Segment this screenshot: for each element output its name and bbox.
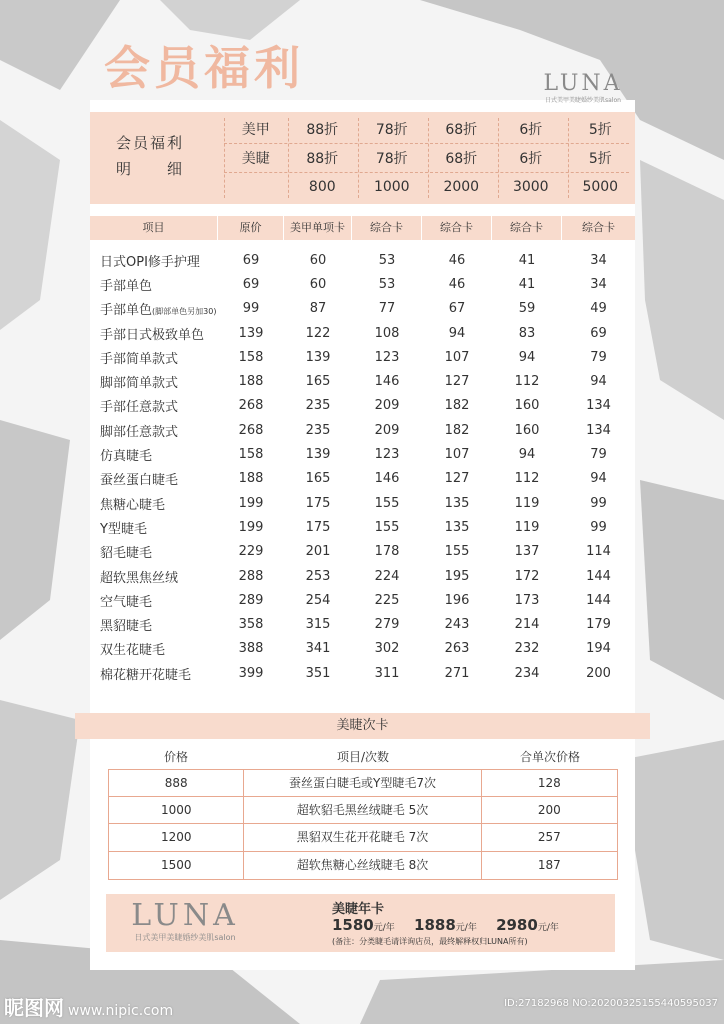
header-nail-card: 美甲单项卡 [284,216,352,240]
price-cell: 195 [444,568,470,584]
price-cell: 188 [238,374,264,390]
watermark-site: 昵图网 [4,996,64,1020]
brand-logo-bottom [120,900,250,943]
annual-memo: (备注：分类睫毛请详询店员，最终解释权归LUNA所有) [332,937,528,946]
annual-prices [332,916,573,934]
price-cell: 60 [309,276,327,292]
price-cell: 144 [586,592,611,608]
price-cell: 209 [374,398,400,414]
price-cell: 127 [444,471,470,487]
annual-price: 1888 [414,916,456,934]
brand-logo-top [542,72,624,106]
price-cell: 123 [374,447,400,463]
item-name-text: Y型睫毛 [100,521,147,537]
amount-cell: 800 [308,179,336,195]
price-cell: 268 [238,398,264,414]
price-cell: 99 [242,301,260,317]
item-name-text: 空气睫毛 [100,594,153,610]
row-item-name [90,324,218,343]
lash-card-row [109,797,617,824]
watermark-left [4,992,173,1021]
member-benefits-label [116,130,184,182]
price-cell: 232 [514,641,540,657]
lash-item-cell: 超软貂毛黑丝绒睫毛 5次 [244,797,481,823]
annual-price: 2980 [496,916,538,934]
watermark-url: www.nipic.com [68,1003,174,1019]
table-row [90,272,635,296]
price-cell: 144 [586,568,611,584]
price-cell: 114 [586,544,611,560]
table-row [90,661,635,685]
item-name-text: 貂毛睫毛 [100,546,153,562]
price-cell: 94 [590,374,607,390]
lash-header-unit-price: 合单次价格 [519,749,580,764]
row-item-name [90,421,218,440]
discount-cell: 88折 [306,122,339,138]
row-item-name [90,251,218,270]
item-name-text: 超软黑焦丝绒 [100,570,179,586]
item-name-text: 手部任意款式 [100,400,179,416]
price-cell: 67 [448,301,466,317]
table-row [90,515,635,539]
price-cell: 289 [238,592,264,608]
price-cell: 235 [305,422,331,438]
price-cell: 196 [444,592,470,608]
price-cell: 34 [590,252,607,268]
price-cell: 351 [305,665,331,681]
price-cell: 182 [444,398,470,414]
price-cell: 234 [514,665,540,681]
row-item-name [90,372,218,391]
amount-cell: 2000 [443,179,480,195]
annual-unit: 元/年 [373,923,395,933]
item-name-text: 棉花糖开花睫毛 [100,667,192,683]
price-cell: 139 [305,349,331,365]
price-cell: 302 [374,641,400,657]
header-item: 项目 [90,216,218,240]
price-cell: 94 [518,447,536,463]
price-cell: 254 [305,592,331,608]
price-cell: 46 [448,276,466,292]
price-cell: 146 [374,374,400,390]
price-cell: 188 [238,471,264,487]
price-cell: 135 [444,495,470,511]
price-cell: 108 [374,325,400,341]
price-cell: 134 [586,422,611,438]
price-cell: 201 [305,544,331,560]
price-cell: 199 [238,519,264,535]
price-cell: 253 [305,568,331,584]
table-row [90,588,635,612]
discount-cell: 78折 [375,122,408,138]
price-cell: 87 [309,301,327,317]
price-cell: 79 [590,349,607,365]
member-label-line1: 会员福利 [116,134,185,152]
item-note: (脚部单色另加30) [152,307,217,317]
price-cell: 135 [444,519,470,535]
amount-cell: 5000 [582,179,619,195]
price-cell: 225 [374,592,400,608]
lash-card-row [109,824,617,851]
price-cell: 137 [514,544,540,560]
price-cell: 122 [305,325,331,341]
row-item-name [90,494,218,513]
table-row [90,540,635,564]
lash-discount-row [224,143,635,173]
price-cell: 200 [586,665,611,681]
price-cell: 60 [309,252,327,268]
discount-cell: 68折 [445,151,478,167]
table-row [90,321,635,345]
header-combo-card: 综合卡 [422,216,492,240]
header-original-price: 原价 [218,216,284,240]
row-item-name [90,299,218,318]
price-cell: 268 [238,422,264,438]
price-cell: 146 [374,471,400,487]
lash-item-cell: 黑貂双生花开花睫毛 7次 [244,824,481,850]
price-cell: 311 [374,665,400,681]
lash-item-cell: 超软焦糖心丝绒睫毛 8次 [244,852,481,879]
lash-unit-price-cell: 128 [537,776,561,790]
table-row [90,345,635,369]
lash-header-item: 项目/次数 [336,749,390,764]
price-cell: 182 [444,422,470,438]
discount-cell: 6折 [519,122,543,138]
price-cell: 79 [590,447,607,463]
price-cell: 49 [590,301,607,317]
price-cell: 235 [305,398,331,414]
discount-cell: 68折 [445,122,478,138]
price-cell: 119 [514,495,540,511]
item-name-text: 双生花睫毛 [100,643,166,659]
amount-cell: 3000 [512,179,549,195]
row-item-name [90,639,218,658]
price-cell: 315 [305,617,331,633]
header-combo-card: 综合卡 [352,216,422,240]
price-cell: 34 [590,276,607,292]
row-item-name [90,591,218,610]
table-row [90,564,635,588]
price-cell: 388 [238,641,264,657]
price-cell: 94 [448,325,466,341]
lash-header-price: 价格 [163,749,188,764]
brand-name: LUNA [131,898,239,933]
price-cell: 194 [586,641,611,657]
price-cell: 53 [378,252,396,268]
price-cell: 112 [514,471,540,487]
row-item-name [90,542,218,561]
price-cell: 59 [518,301,536,317]
discount-cell: 6折 [519,151,543,167]
price-cell: 358 [238,617,264,633]
lash-unit-price-cell: 200 [537,803,561,818]
discount-cell: 5折 [588,151,612,167]
price-cell: 41 [518,252,536,268]
lash-unit-price-cell: 257 [537,830,561,845]
table-row [90,297,635,321]
price-cell: 214 [514,617,540,633]
lash-price-cell: 1500 [109,852,244,879]
price-cell: 229 [238,544,264,560]
price-cell: 155 [444,544,470,560]
price-cell: 69 [242,276,260,292]
item-name-text: 日式OPI修手护理 [100,254,200,270]
nail-discount-row [224,114,635,144]
brand-name: LUNA [543,71,623,96]
price-cell: 94 [590,471,607,487]
item-name-text: 脚部任意款式 [100,424,179,440]
table-row [90,442,635,466]
row-item-name [90,518,218,537]
watermark-id: ID:27182968 NO:20200325155440595037 [504,998,718,1009]
price-cell: 155 [374,519,400,535]
price-cell: 123 [374,349,400,365]
price-cell: 165 [305,471,331,487]
price-cell: 107 [444,447,470,463]
price-cell: 77 [378,301,396,317]
table-row [90,612,635,636]
price-cell: 139 [238,325,264,341]
table-row [90,369,635,393]
row-item-name [90,348,218,367]
lash-item-cell: 蚕丝蛋白睫毛或Y型睫毛7次 [244,770,481,796]
page-title: 会员福利 [104,41,304,95]
price-cell: 209 [374,422,400,438]
lash-card-section-title: 美睫次卡 [75,713,650,739]
item-name-text: 仿真睫毛 [100,449,153,465]
price-cell: 175 [305,495,331,511]
item-name-text: 脚部简单款式 [100,376,179,392]
price-cell: 112 [514,374,540,390]
price-cell: 165 [305,374,331,390]
item-name-text: 手部单色 [100,303,153,319]
price-cell: 139 [305,447,331,463]
price-cell: 341 [305,641,331,657]
discount-cell: 88折 [306,151,339,167]
item-name-text: 手部简单款式 [100,351,179,367]
price-cell: 94 [518,349,536,365]
discount-cell: 5折 [588,122,612,138]
price-cell: 158 [238,349,264,365]
price-cell: 179 [586,617,611,633]
price-cell: 155 [374,495,400,511]
lash-price-cell: 1000 [109,797,244,823]
table-row [90,394,635,418]
row-item-name [90,445,218,464]
price-cell: 127 [444,374,470,390]
price-cell: 178 [374,544,400,560]
lash-price-cell: 1200 [109,824,244,850]
table-row [90,248,635,272]
annual-unit: 元/年 [455,923,477,933]
item-name-text: 手部日式极致单色 [100,327,205,343]
table-row [90,418,635,442]
price-cell: 99 [590,495,607,511]
row-item-name [90,567,218,586]
price-cell: 134 [586,398,611,414]
table-row [90,491,635,515]
discount-cell: 78折 [375,151,408,167]
annual-card-title: 美睫年卡 [332,902,385,917]
row-item-name [90,664,218,683]
price-cell: 41 [518,276,536,292]
item-name-text: 黑貂睫毛 [100,619,153,635]
lash-card-row [109,852,617,879]
price-cell: 271 [444,665,470,681]
price-cell: 46 [448,252,466,268]
price-cell: 69 [590,325,607,341]
price-cell: 69 [242,252,260,268]
lash-card-table [108,769,618,880]
price-table-header [90,216,635,240]
item-name-text: 蚕丝蛋白睫毛 [100,473,179,489]
price-table-body [90,248,635,685]
brand-subtitle: 日式美甲美睫婚纱美肌salon [545,97,621,104]
row-item-name [90,615,218,634]
price-cell: 83 [518,325,536,341]
price-cell: 199 [238,495,264,511]
brand-subtitle: 日式美甲美睫婚纱美肌salon [134,933,236,942]
item-name-text: 焦糖心睫毛 [100,497,166,513]
amount-row [224,172,635,202]
price-cell: 224 [374,568,400,584]
annual-price: 1580 [332,916,374,934]
lash-price-cell: 888 [109,770,244,796]
annual-card-banner [106,894,615,952]
member-label-line2: 明 细 [116,160,185,178]
price-cell: 279 [374,617,400,633]
annual-unit: 元/年 [537,923,559,933]
price-cell: 172 [514,568,540,584]
price-cell: 160 [514,398,540,414]
header-combo-card: 综合卡 [492,216,562,240]
lash-card-header [108,744,618,768]
price-cell: 399 [238,665,264,681]
row-item-name [90,469,218,488]
nail-label: 美甲 [241,122,270,138]
item-name-text: 手部单色 [100,278,153,294]
row-item-name [90,396,218,415]
price-cell: 175 [305,519,331,535]
lash-card-row [109,770,617,797]
price-cell: 173 [514,592,540,608]
lash-label: 美睫 [241,151,270,167]
member-benefits-panel [90,112,635,204]
price-cell: 107 [444,349,470,365]
price-cell: 53 [378,276,396,292]
price-cell: 243 [444,617,470,633]
price-cell: 99 [590,519,607,535]
table-row [90,637,635,661]
row-item-name [90,275,218,294]
price-cell: 288 [238,568,264,584]
amount-cell: 1000 [373,179,410,195]
price-cell: 158 [238,447,264,463]
price-cell: 160 [514,422,540,438]
price-cell: 263 [444,641,470,657]
header-combo-card: 综合卡 [582,221,615,234]
lash-unit-price-cell: 187 [537,857,561,872]
table-row [90,467,635,491]
price-cell: 119 [514,519,540,535]
